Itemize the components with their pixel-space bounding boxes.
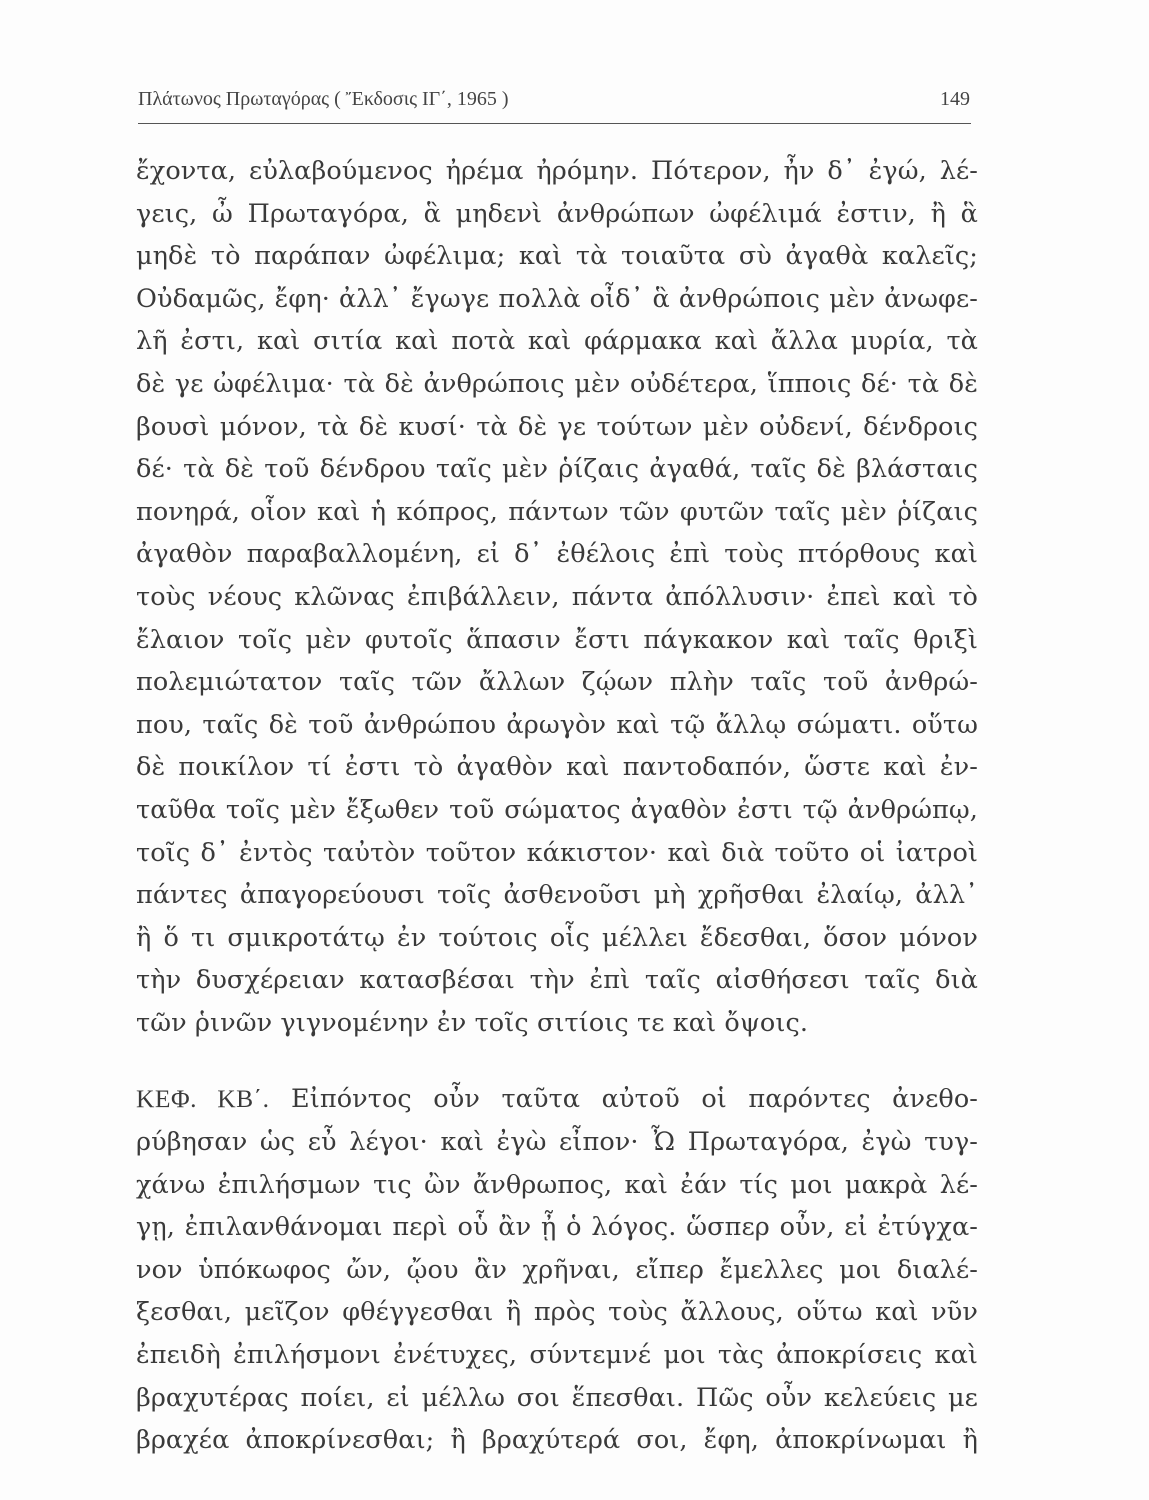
text-line: πάντες ἀπαγορεύουσι τοῖς ἀσθενοῦσι μὴ χρῆσθαι ἐλαίῳ, ἀλλ᾽ [136, 880, 978, 911]
text-line: τὴν δυσχέρειαν κατασβέσαι τὴν ἐπὶ ταῖς αἰσθήσεσι ταῖς διὰ [136, 965, 978, 996]
text-line: ἐπειδὴ ἐπιλήσμονι ἐνέτυχες, σύντεμνέ μοι τὰς ἀποκρίσεις καὶ [136, 1340, 978, 1371]
paragraph-2 [136, 1078, 978, 1461]
text-line: ρύβησαν ὡς εὖ λέγοι· καὶ ἐγὼ εἶπον· Ὦ Πρωταγόρα, ἐγὼ τυγ- [136, 1127, 978, 1158]
body-text [136, 150, 978, 1462]
text-line: τοὺς νέους κλῶνας ἐπιβάλλειν, πάντα ἀπόλλυσιν· ἐπεὶ καὶ τὸ [136, 581, 978, 612]
text-line: τοῖς δ᾽ ἐντὸς ταὐτὸν τοῦτον κάκιστον· καὶ διὰ τοῦτο οἱ ἰατροὶ [136, 837, 978, 868]
running-head-title: Πλάτωνος Πρωταγόρας ( Ἔκδοσις ΙΓ΄, 1965 ) [138, 88, 509, 110]
text-line: ἔχοντα, εὐλαβούμενος ἠρέμα ἠρόμην. Πότερον, ἦν δ᾽ ἐγώ, λέ- [136, 156, 978, 186]
text-line: γεις, ὦ Πρωταγόρα, ἃ μηδενὶ ἀνθρώπων ὠφέλιμά ἐστιν, ἢ ἃ [136, 198, 978, 229]
text-line: ἀγαθὸν παραβαλλομένη, εἰ δ᾽ ἐθέλοις ἐπὶ τοὺς πτόρθους καὶ [136, 539, 978, 570]
text-line: χάνω ἐπιλήσμων τις ὢν ἄνθρωπος, καὶ ἐάν τίς μοι μακρὰ λέ- [136, 1169, 978, 1200]
text-line: που, ταῖς δὲ τοῦ ἀνθρώπου ἀρωγὸν καὶ τῷ ἄλλῳ σώματι. οὕτω [136, 709, 978, 740]
text-line: βραχέα ἀποκρίνεσθαι; ἢ βραχύτερά σοι, ἔφη, ἀποκρίνωμαι ἢ [136, 1425, 978, 1456]
chapter-label: ΚΕΦ. ΚΒ΄. [136, 1084, 270, 1114]
header-rule [138, 123, 971, 124]
text-line: βουσὶ μόνον, τὰ δὲ κυσί· τὰ δὲ γε τούτων μὲν οὐδενί, δένδροις [136, 411, 978, 442]
text-line: μηδὲ τὸ παράπαν ὠφέλιμα; καὶ τὰ τοιαῦτα σὺ ἀγαθὰ καλεῖς; [136, 241, 978, 272]
text-line [136, 1078, 978, 1121]
text-line: γῃ, ἐπιλανθάνομαι περὶ οὗ ἂν ᾖ ὁ λόγος. ὥσπερ οὖν, εἰ ἐτύγχα- [136, 1212, 978, 1243]
text-line: πονηρά, οἷον καὶ ἡ κόπρος, πάντων τῶν φυτῶν ταῖς μὲν ῥίζαις [136, 496, 978, 527]
text-line: ταῦθα τοῖς μὲν ἔξωθεν τοῦ σώματος ἀγαθὸν ἐστι τῷ ἀνθρώπῳ, [136, 794, 978, 825]
text-line: Οὐδαμῶς, ἔφη· ἀλλ᾽ ἔγωγε πολλὰ οἶδ᾽ ἃ ἀνθρώποις μὲν ἀνωφε- [136, 283, 978, 314]
page-number: 149 [940, 88, 970, 110]
text-line: νον ὑπόκωφος ὤν, ᾤου ἂν χρῆναι, εἴπερ ἔμελλες μοι διαλέ- [136, 1254, 978, 1285]
text-line: τῶν ῥινῶν γιγνομένην ἐν τοῖς σιτίοις τε καὶ ὄψοις. [136, 1007, 809, 1038]
running-head [138, 88, 970, 118]
text-line: δὲ γε ὠφέλιμα· τὰ δὲ ἀνθρώποις μὲν οὐδέτερα, ἵπποις δέ· τὰ δὲ [136, 368, 978, 399]
paragraph-gap [136, 1044, 978, 1078]
text-line: ἢ ὅ τι σμικροτάτῳ ἐν τούτοις οἷς μέλλει ἔδεσθαι, ὅσον μόνον [136, 922, 978, 953]
text-line: δέ· τὰ δὲ τοῦ δένδρου ταῖς μὲν ῥίζαις ἀγαθά, ταῖς δὲ βλάσταις [136, 454, 978, 485]
text-line: λῆ ἐστι, καὶ σιτία καὶ ποτὰ καὶ φάρμακα καὶ ἄλλα μυρία, τὰ [136, 326, 978, 357]
text-line: πολεμιώτατον ταῖς τῶν ἄλλων ζῴων πλὴν ταῖς τοῦ ἀνθρώ- [136, 667, 978, 698]
text-line: δὲ ποικίλον τί ἐστι τὸ ἀγαθὸν καὶ παντοδαπόν, ὥστε καὶ ἐν- [136, 752, 978, 783]
chapter-first-line-text: Εἰπόντος οὖν ταῦτα αὐτοῦ οἱ παρόντες ἀνεθο- [291, 1084, 979, 1115]
text-line: ἔλαιον τοῖς μὲν φυτοῖς ἅπασιν ἔστι πάγκακον καὶ ταῖς θριξὶ [136, 624, 978, 655]
text-line: ξεσθαι, μεῖζον φθέγγεσθαι ἢ πρὸς τοὺς ἄλλους, οὕτω καὶ νῦν [136, 1297, 978, 1328]
text-line: βραχυτέρας ποίει, εἰ μέλλω σοι ἕπεσθαι. Πῶς οὖν κελεύεις με [136, 1382, 978, 1413]
paragraph-1 [136, 150, 978, 1044]
